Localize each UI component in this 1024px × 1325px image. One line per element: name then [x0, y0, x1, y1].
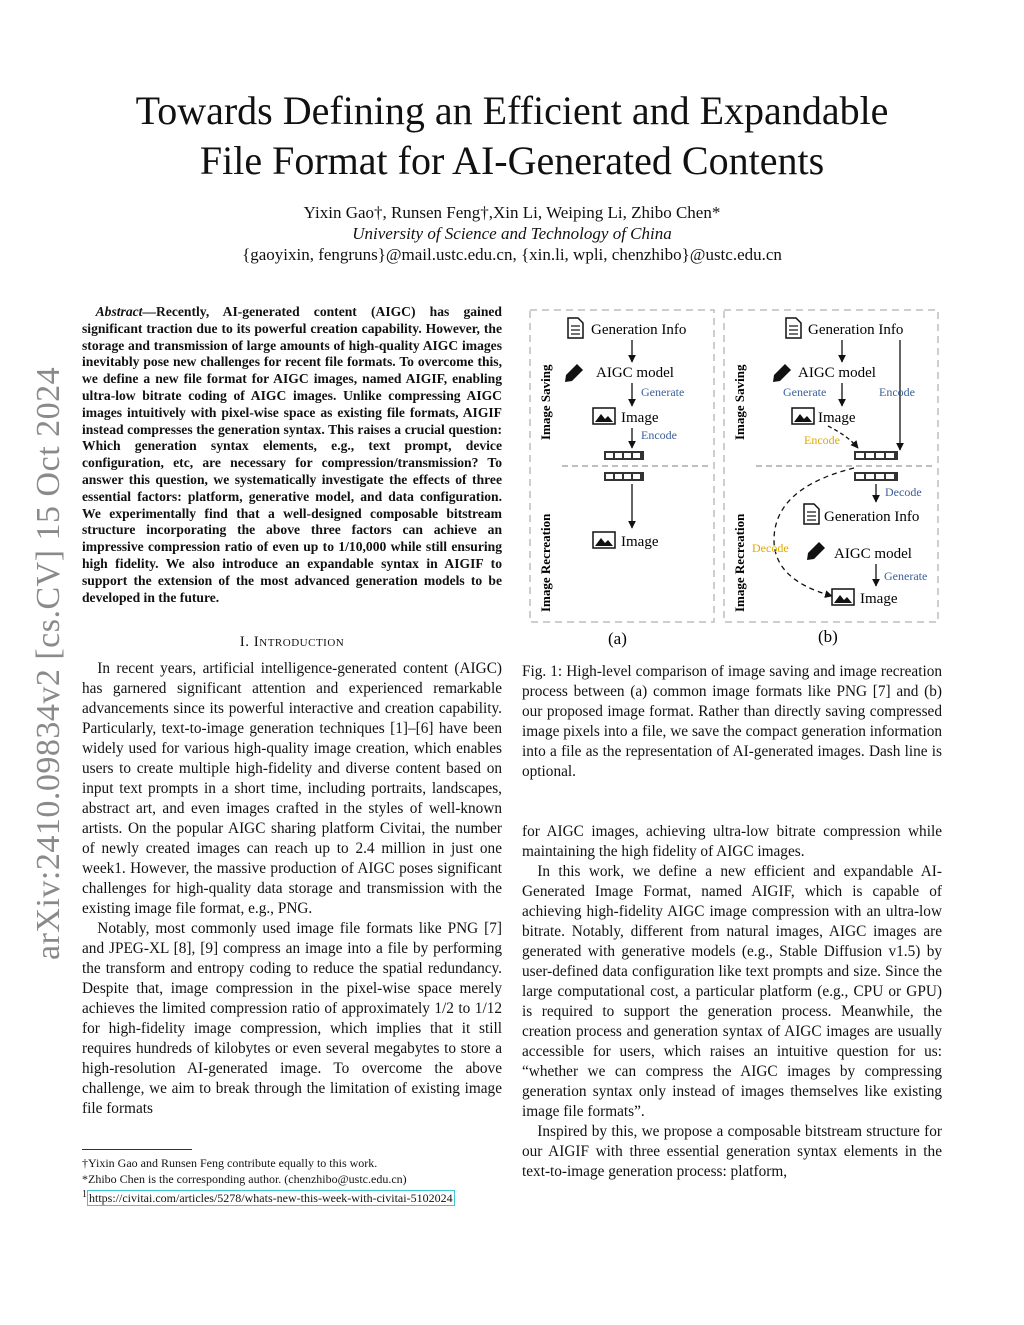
image-icon — [792, 408, 814, 424]
pencil-icon — [773, 364, 791, 382]
arxiv-identifier: arXiv:2410.09834v2 [cs.CV] 15 Oct 2024 — [30, 366, 67, 960]
document-icon — [568, 318, 583, 338]
section-heading: I. Introduction — [239, 634, 345, 650]
document-icon — [804, 504, 819, 524]
b-generate-label: Generate — [783, 385, 827, 399]
b-aigc-model-label: AIGC model — [798, 365, 876, 381]
footnote-corresponding: *Zhibo Chen is the corresponding author. (chenzhibo@ustc.edu.cn) — [82, 1172, 407, 1186]
b-decode-label: Decode — [885, 485, 922, 499]
a-generation-info-label: Generation Info — [591, 322, 687, 338]
b-optional-encode-label: Encode — [804, 433, 840, 447]
footnote-equal-contribution: †Yixin Gao and Runsen Feng contribute equally to this work. — [82, 1156, 378, 1170]
b-generation-info-label: Generation Info — [808, 322, 904, 338]
label-image-recreation-b: Image Recreation — [732, 513, 747, 612]
b-decoded-generation-info-label: Generation Info — [824, 509, 920, 525]
title-line-1: Towards Defining an Efficient and Expandable — [135, 88, 889, 133]
b-decoded-aigc-model-label: AIGC model — [834, 546, 912, 562]
intro-paragraph-1: In recent years, artificial intelligence-generated content (AIGC) has garnered significant attention and experienced remarkable advancements since its powerful interactive and creation capability. Particularly, text-to-image generation techniques [1]–[6] have been widely used for various high-quality image creation, which enables users to create multiple high-fidelity and diverse content based on input text prompts in a short time, including portraits, landscapes, abstract art, and even images crafted in the styles of well-known artists. On the popular AIGC sharing platform Civitai, the number of newly created images can reach up to 2.4 million in just one week1. However, the massive production of AIGC poses significant challenges for high-quality data storage and transmission with the existing image file format, e.g., PNG. — [82, 660, 502, 917]
b-generate-label-2: Generate — [884, 569, 928, 583]
panel-label-a: (a) — [608, 629, 627, 648]
pencil-icon — [807, 542, 825, 560]
b-image-label: Image — [818, 410, 856, 426]
image-icon — [593, 408, 615, 424]
a-recreated-image-label: Image — [621, 534, 659, 550]
document-icon — [786, 318, 801, 338]
footnote-mark: 1 — [82, 1189, 87, 1200]
label-image-recreation-a: Image Recreation — [538, 513, 553, 612]
image-icon — [832, 589, 854, 605]
abstract-body: —Recently, AI-generated content (AIGC) has gained significant traction due to its powerful creation capability. However, the storage and transmission of large amounts of high-quality AIGC images inevitably pose new challenges for recent file formats. To overcome this, we define a new file format for AIGC images, named AIGIF, enabling ultra-low bitrate coding of AIGC images. Unlike compressing AIGC images intuitively with pixel-wise space as existing file formats, AIGIF instead compresses the generation syntax. This raises a crucial question: Which generation syntax elements, e.g., text prompt, device configuration, etc, are necessary for compression/transmission? To answer this question, we systematically investigate the effects of three essential factors: platform, generative model, and data configuration. We experimentally find that a well-designed composable bitstream structure incorporating the above three factors can achieve an impressive compression ratio of even up to 1/10,000 while still ensuring high fidelity. We also introduce an expandable syntax in AIGIF to support the extension of the most advanced generation models to be developed in the future. — [82, 304, 502, 605]
intro-text — [82, 659, 502, 1119]
pencil-icon — [565, 364, 583, 382]
footnote-rule — [82, 1149, 192, 1150]
b-encode-label: Encode — [879, 385, 915, 399]
author-emails: {gaoyixin, fengruns}@mail.ustc.edu.cn, {xin.li, wpli, chenzhibo}@ustc.edu.cn — [242, 245, 782, 264]
right-paragraph-2: Inspired by this, we propose a composable bitstream structure for our AIGIF with three essential generation syntax elements in the text-to-image generation process: platform, — [522, 1123, 942, 1180]
affiliation: University of Science and Technology of China — [352, 224, 672, 243]
footnote-url-link[interactable]: https://civitai.com/articles/5278/whats-new-this-week-with-civitai-5102024 — [89, 1191, 453, 1205]
image-icon — [593, 532, 615, 548]
label-image-saving-a: Image Saving — [538, 364, 553, 440]
intro-paragraph-2: Notably, most commonly used image file formats like PNG [7] and JPEG-XL [8], [9] compress an image into a file by performing the transform and entropy coding to reduce the spatial redundancy. Despite that, image compression in the pixel-wise space merely achieves the limited compression ratio of approximately 1/2 to 1/12 for high-fidelity image compression, which implies that it still requires hundreds of kilobytes or even several megabytes to store a high-resolution AI-generated image. To overcome the above challenge, we aim to break through the limitation of existing image file formats — [82, 920, 502, 1117]
b-optional-decode-label: Decode — [752, 541, 789, 555]
right-column-text — [522, 822, 942, 1182]
paper-title — [60, 86, 964, 186]
panel-label-b: (b) — [818, 627, 838, 646]
label-image-saving-b: Image Saving — [732, 364, 747, 440]
a-encode-label: Encode — [641, 428, 677, 442]
a-image-label: Image — [621, 410, 659, 426]
author-block — [60, 202, 964, 265]
abstract — [82, 304, 502, 606]
author-names: Yixin Gao†, Runsen Feng†,Xin Li, Weiping Li, Zhibo Chen* — [303, 203, 721, 222]
right-paragraph-1: In this work, we define a new efficient and expandable AI-Generated Image Format, named AIGIF, which is capable of achieving high-fidelity AIGC image compression with an ultra-low bitrate. Notably, different from natural images, AIGC images are generated with generative models (e.g., Stable Diffusion v1.5) by user-defined data configuration like text prompts and size. Since the large computational cost, a particular platform (e.g., CPU or GPU) is required to support the generation process. Meanwhile, the creation process and generation syntax of AIGC images are usually accessible for users, which raises an intuitive question for us: “whether we can compress the AIGC images by compressing generation syntax only instead of images themselves like existing image file formats”. — [522, 863, 942, 1120]
footnote-url-line — [82, 1187, 502, 1206]
a-aigc-model-label: AIGC model — [596, 365, 674, 381]
figure-caption: Fig. 1: High-level comparison of image saving and image recreation process between (a) common image formats like PNG [7] and (b) our proposed image format. Rather than directly saving compressed image pixels into a file, we save the compact generation information into a file as the representation of AI-generated images. Dash line is optional. — [522, 663, 942, 780]
a-generate-label: Generate — [641, 385, 685, 399]
abstract-lead: Abstract — [95, 304, 143, 319]
figure-1-diagram — [524, 306, 944, 656]
b-recreated-image-label: Image — [860, 591, 898, 607]
footnotes — [82, 1155, 502, 1206]
b-optional-decode-arrow — [774, 468, 854, 596]
right-paragraph-continuation: for AIGC images, achieving ultra-low bitrate compression while maintaining the high fidelity of AIGC images. — [522, 823, 942, 860]
title-line-2: File Format for AI-Generated Contents — [199, 138, 825, 183]
